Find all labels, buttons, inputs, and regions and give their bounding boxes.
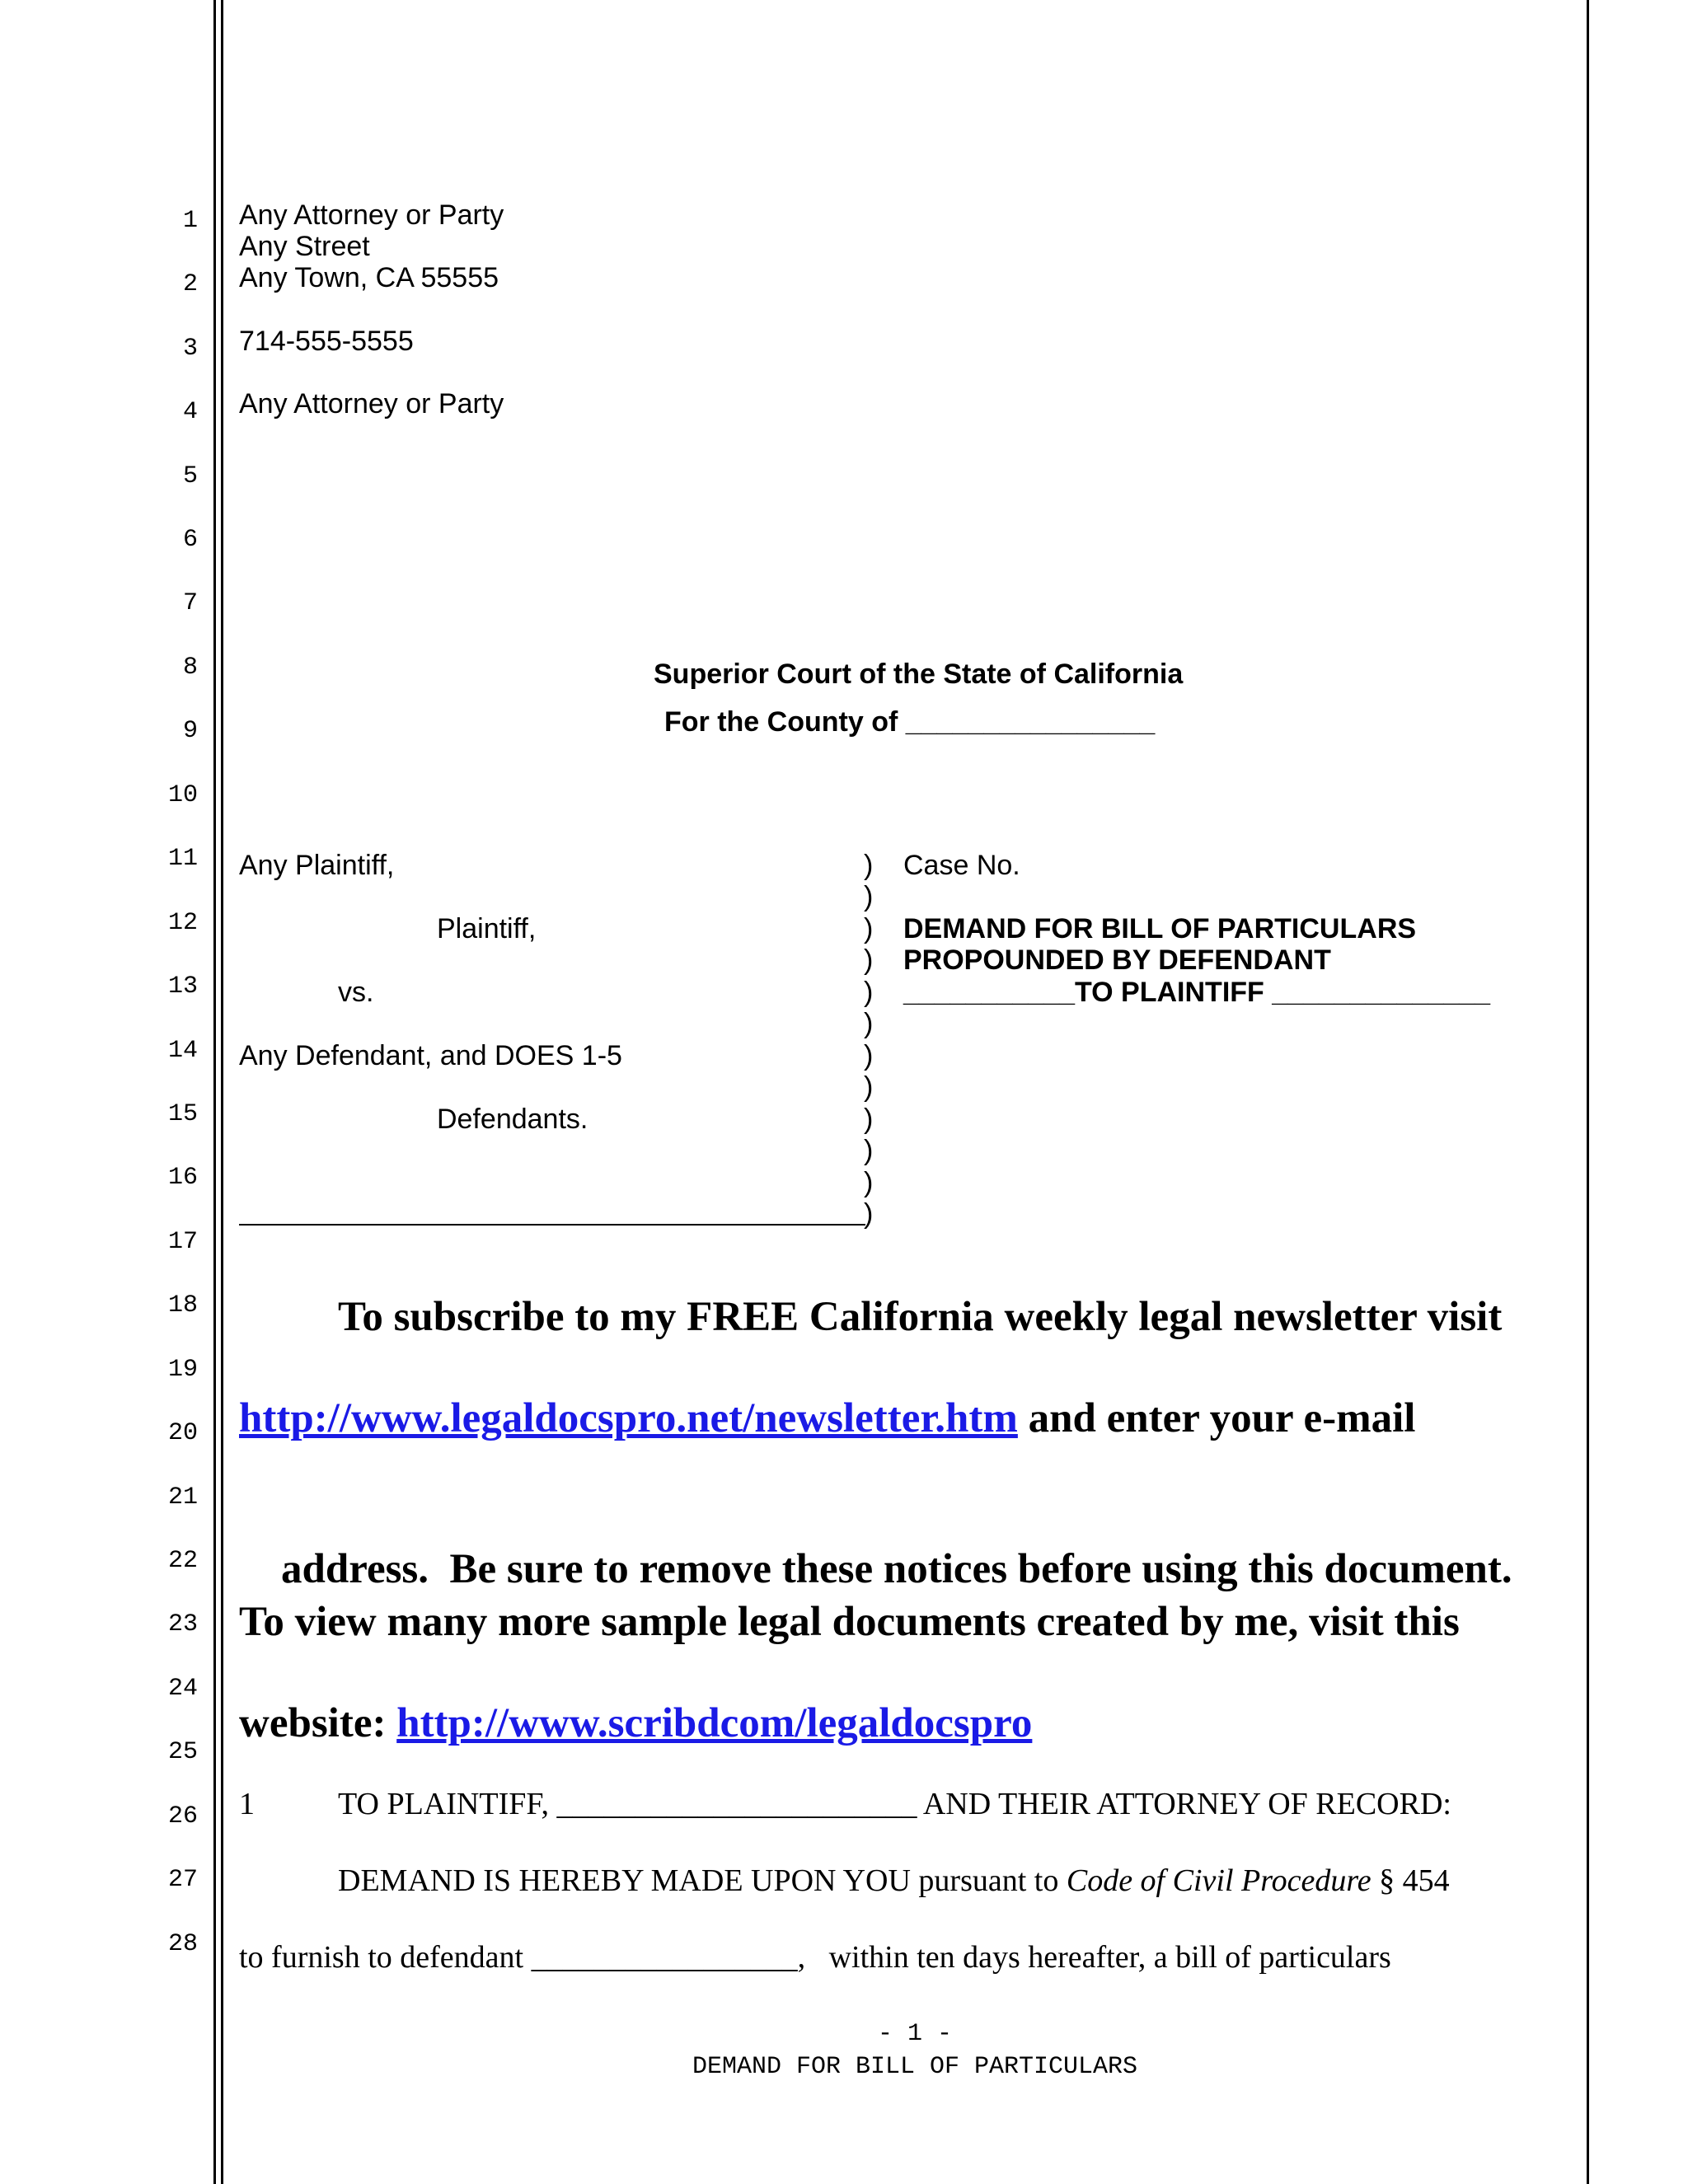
- caption-paren: ): [864, 1008, 874, 1039]
- line-number: 16: [167, 1164, 198, 1192]
- left-margin-rule-outer: [213, 0, 216, 2184]
- notice-text: and enter your e-mail: [1017, 1395, 1416, 1441]
- attorney-for: Any Attorney or Party: [239, 388, 504, 419]
- newsletter-link[interactable]: http://www.legaldocspro.net/newsletter.htm: [239, 1395, 1018, 1441]
- notice-text: address. Be sure to remove these notices before using this document.: [281, 1546, 1512, 1592]
- defendant-name: Any Defendant, and DOES 1-5: [239, 1040, 622, 1071]
- line-number: 10: [167, 781, 198, 809]
- plaintiff-name: Any Plaintiff,: [239, 850, 395, 881]
- page-number: - 1 -: [877, 2020, 952, 2048]
- court-county: For the County of ________________: [664, 706, 1156, 738]
- line-number: 1: [182, 207, 198, 235]
- line-number: 17: [167, 1228, 198, 1256]
- demand-section: § 454: [1371, 1863, 1450, 1898]
- demand-text: DEMAND IS HEREBY MADE UPON YOU pursuant to: [338, 1863, 1067, 1898]
- caption-underline: [239, 1224, 865, 1226]
- notice-line2: [239, 1394, 1415, 1443]
- line-number: 22: [167, 1547, 198, 1575]
- caption-paren: ): [864, 913, 874, 944]
- footer-title: DEMAND FOR BILL OF PARTICULARS: [692, 2053, 1138, 2081]
- line-number: 7: [182, 589, 198, 617]
- line-number: 4: [182, 398, 198, 426]
- statute-citation: Code of Civil Procedure: [1066, 1863, 1372, 1898]
- line-number: 24: [167, 1675, 198, 1703]
- line-number: 9: [182, 717, 198, 745]
- caption-paren: ): [864, 1167, 874, 1198]
- versus: vs.: [338, 977, 374, 1008]
- line-number: 5: [182, 462, 198, 490]
- attorney-phone: 714-555-5555: [239, 326, 414, 357]
- line-number: 2: [182, 270, 198, 298]
- notice-text: To view many more sample legal documents created by me, visit this: [239, 1599, 1460, 1645]
- notice-text: website:: [239, 1700, 397, 1746]
- line-number: 11: [167, 845, 198, 873]
- line-number: 20: [167, 1419, 198, 1447]
- line-number: 26: [167, 1802, 198, 1830]
- case-number-label: Case No.: [903, 850, 1020, 881]
- notice-line1: [338, 1292, 1502, 1342]
- line-number: 25: [167, 1738, 198, 1766]
- line-number: 15: [167, 1100, 198, 1128]
- scribd-link[interactable]: http://www.scribdcom/legaldocspro: [396, 1700, 1033, 1746]
- document-title-line2: PROPOUNDED BY DEFENDANT: [903, 944, 1331, 976]
- court-name: Superior Court of the State of California: [654, 658, 1184, 690]
- document-title-line3: ___________TO PLAINTIFF ______________: [903, 977, 1490, 1008]
- line-number: 12: [167, 909, 198, 937]
- caption-paren: ): [864, 944, 874, 976]
- line-number: 21: [167, 1483, 198, 1511]
- line-number: 8: [182, 654, 198, 682]
- plaintiff-role: Plaintiff,: [437, 913, 537, 944]
- to-plaintiff-line: TO PLAINTIFF, _______________________ AND THEIR ATTORNEY OF RECORD:: [338, 1787, 1451, 1821]
- caption-paren: ): [864, 1135, 874, 1166]
- line-number: 3: [182, 335, 198, 363]
- line-number: 18: [167, 1291, 198, 1319]
- line-number: 13: [167, 972, 198, 1001]
- right-margin-rule: [1587, 0, 1589, 2184]
- paragraph-number: 1: [239, 1787, 255, 1821]
- caption-paren: ): [864, 1104, 874, 1135]
- notice-line4: [239, 1597, 1460, 1647]
- document-title-line1: DEMAND FOR BILL OF PARTICULARS: [903, 913, 1417, 944]
- line-number: 19: [167, 1356, 198, 1384]
- caption-paren: ): [864, 881, 874, 912]
- line-number: 27: [167, 1866, 198, 1894]
- caption-paren: ): [864, 1040, 874, 1071]
- line-number: 23: [167, 1610, 198, 1638]
- caption-paren: ): [864, 850, 874, 881]
- demand-line: [338, 1863, 1450, 1899]
- caption-paren: ): [864, 1071, 874, 1103]
- notice-line5: [239, 1699, 1032, 1748]
- attorney-street: Any Street: [239, 231, 370, 262]
- attorney-name: Any Attorney or Party: [239, 199, 504, 231]
- line-number: 6: [182, 526, 198, 554]
- caption-paren: ): [864, 977, 874, 1008]
- line-number: 28: [167, 1930, 198, 1958]
- furnish-line: to furnish to defendant _________________, within ten days hereafter, a bill of particulars: [239, 1940, 1391, 1975]
- notice-text: To subscribe to my FREE California weekly legal newsletter visit: [338, 1294, 1503, 1340]
- attorney-city: Any Town, CA 55555: [239, 262, 499, 293]
- caption-paren: ): [864, 1198, 874, 1230]
- line-number: 14: [167, 1037, 198, 1065]
- left-margin-rule-inner: [221, 0, 223, 2184]
- defendant-role: Defendants.: [437, 1104, 588, 1135]
